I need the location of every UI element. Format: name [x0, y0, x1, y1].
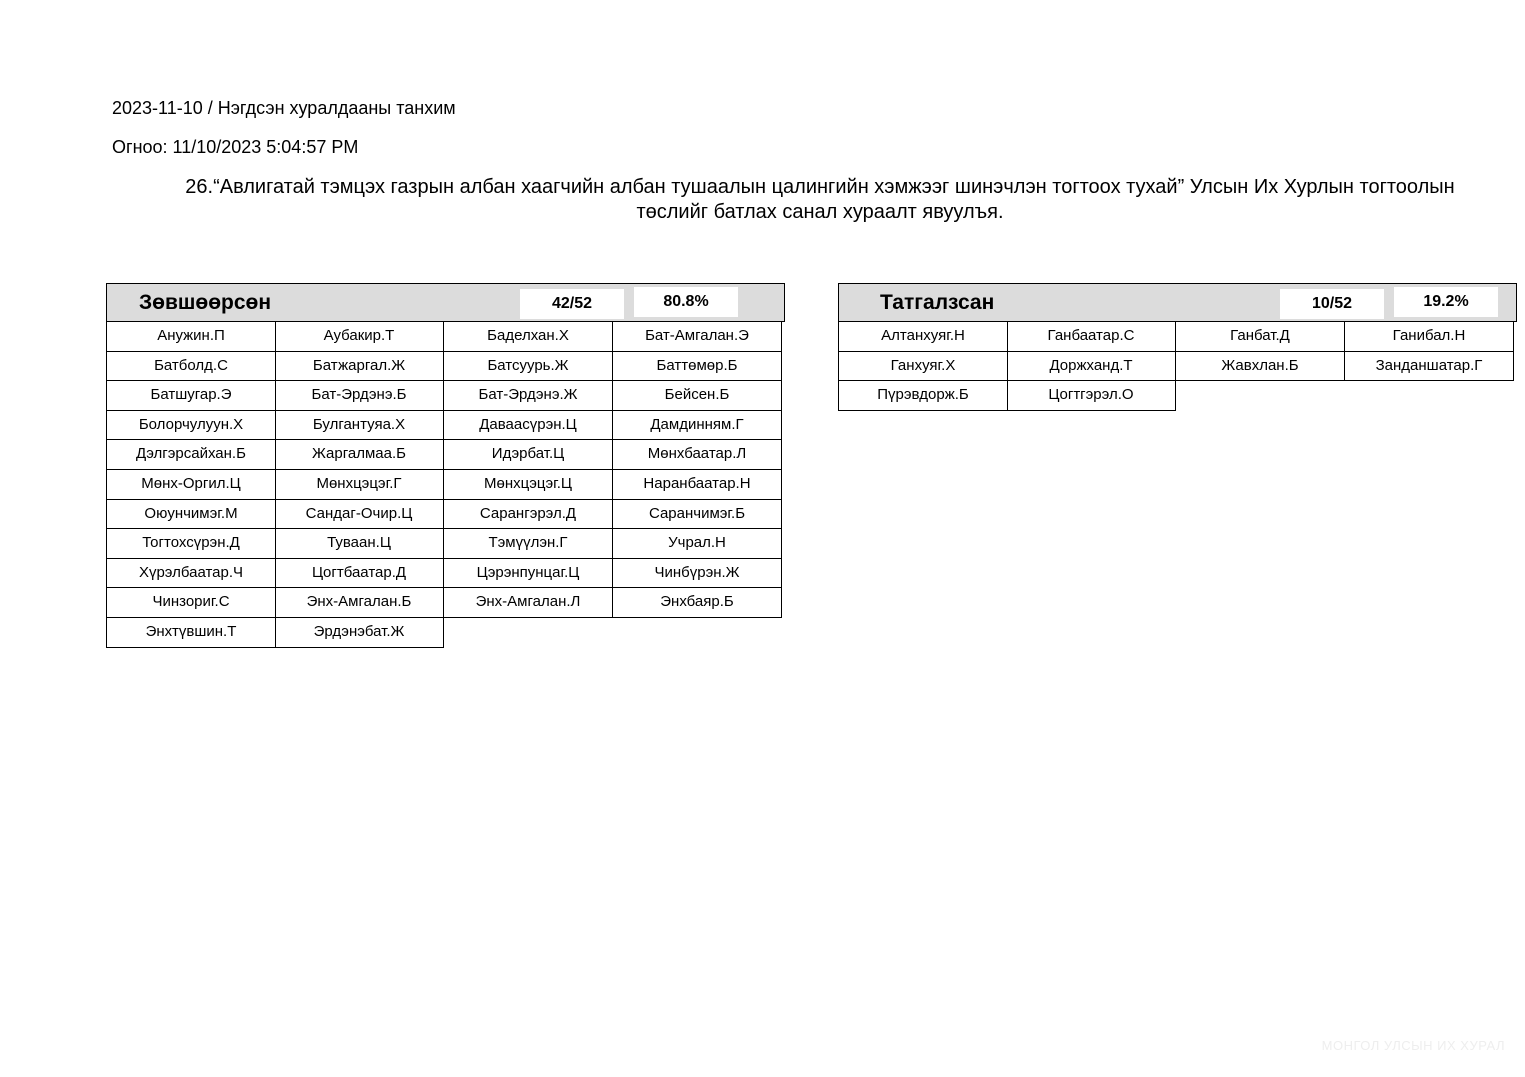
- member-name-cell: Аубакир.Т: [275, 322, 444, 352]
- member-name-cell: Баттөмөр.Б: [613, 352, 782, 382]
- member-name-cell: Энх-Амгалан.Б: [275, 588, 444, 618]
- member-name-cell: Цогтгэрэл.О: [1007, 381, 1176, 411]
- session-line: 2023-11-10 / Нэгдсэн хуралдааны танхим: [112, 98, 456, 118]
- member-name-cell: Даваасүрэн.Ц: [444, 411, 613, 441]
- member-name-cell: Батжаргал.Ж: [275, 352, 444, 382]
- member-name-cell: Энх-Амгалан.Л: [444, 588, 613, 618]
- yes-percent-box: 80.8%: [634, 287, 738, 317]
- yes-panel-header: [106, 283, 785, 322]
- member-name-cell: Бат-Эрдэнэ.Ж: [444, 381, 613, 411]
- member-name-cell: Мөнхбаатар.Л: [613, 440, 782, 470]
- member-name-cell: Дэлгэрсайхан.Б: [106, 440, 276, 470]
- member-name-cell: Идэрбат.Ц: [444, 440, 613, 470]
- date-line: Огноо: 11/10/2023 5:04:57 PM: [112, 137, 359, 157]
- member-name-cell: Наранбаатар.Н: [613, 470, 782, 500]
- member-name-cell: Бат-Эрдэнэ.Б: [275, 381, 444, 411]
- member-name-cell: Доржханд.Т: [1007, 352, 1176, 382]
- member-name-cell: Хүрэлбаатар.Ч: [106, 559, 276, 589]
- member-name-cell: Саранчимэг.Б: [613, 500, 782, 530]
- no-count-box: 10/52: [1280, 289, 1384, 319]
- no-percent-box: 19.2%: [1394, 287, 1498, 317]
- no-panel-header: [838, 283, 1517, 322]
- member-name-cell: Оюунчимэг.М: [106, 500, 276, 530]
- member-name-cell: Ганбаатар.С: [1007, 322, 1176, 352]
- yes-count-box: 42/52: [520, 289, 624, 319]
- member-name-cell: Сандаг-Очир.Ц: [275, 500, 444, 530]
- member-name-cell: Энхтүвшин.Т: [106, 618, 276, 648]
- member-name-cell: Алтанхуяг.Н: [838, 322, 1008, 352]
- member-name-cell: Батшугар.Э: [106, 381, 276, 411]
- member-name-cell: Мөнх-Оргил.Ц: [106, 470, 276, 500]
- member-name-cell: Тогтохсүрэн.Д: [106, 529, 276, 559]
- member-name-cell: Ганибал.Н: [1345, 322, 1514, 352]
- member-name-cell: Бейсен.Б: [613, 381, 782, 411]
- member-name-cell: Жаргалмаа.Б: [275, 440, 444, 470]
- member-name-cell: Ганбат.Д: [1176, 322, 1345, 352]
- member-name-cell: Анужин.П: [106, 322, 276, 352]
- member-name-cell: Цогтбаатар.Д: [275, 559, 444, 589]
- member-name-cell: Энхбаяр.Б: [613, 588, 782, 618]
- yes-panel-title: Зөвшөөрсөн: [139, 291, 272, 314]
- member-name-cell: Баделхан.Х: [444, 322, 613, 352]
- no-panel: [838, 283, 1517, 411]
- member-name-cell: Учрал.Н: [613, 529, 782, 559]
- member-name-cell: Чинзориг.С: [106, 588, 276, 618]
- member-name-cell: Тэмүүлэн.Г: [444, 529, 613, 559]
- vote-question: 26.“Авлигатай тэмцэх газрын албан хаагчийн албан тушаалын цалингийн хэмжээг шинэчлэн тогтоох тухай” Улсын Их Хурлын тогтоолын төслийг батлах санал хураалт явуулъя.: [185, 176, 1455, 223]
- member-name-cell: Бат-Амгалан.Э: [613, 322, 782, 352]
- member-name-cell: Занданшатар.Г: [1345, 352, 1514, 382]
- member-name-cell: Батболд.С: [106, 352, 276, 382]
- member-name-cell: Жавхлан.Б: [1176, 352, 1345, 382]
- footer-watermark: МОНГОЛ УЛСЫН ИХ ХУРАЛ: [1321, 1038, 1505, 1053]
- member-name-cell: Туваан.Ц: [275, 529, 444, 559]
- no-panel-title: Татгалзсан: [880, 291, 995, 314]
- member-name-cell: Батсуурь.Ж: [444, 352, 613, 382]
- member-name-cell: Мөнхцэцэг.Ц: [444, 470, 613, 500]
- member-name-cell: Пүрэвдорж.Б: [838, 381, 1008, 411]
- member-name-cell: Ганхуяг.Х: [838, 352, 1008, 382]
- member-name-cell: Мөнхцэцэг.Г: [275, 470, 444, 500]
- member-name-cell: Болорчулуун.Х: [106, 411, 276, 441]
- no-names-grid: [838, 322, 1517, 411]
- member-name-cell: Дамдинням.Г: [613, 411, 782, 441]
- yes-panel: [106, 283, 785, 648]
- member-name-cell: Цэрэнпунцаг.Ц: [444, 559, 613, 589]
- member-name-cell: Чинбүрэн.Ж: [613, 559, 782, 589]
- member-name-cell: Сарангэрэл.Д: [444, 500, 613, 530]
- yes-names-grid: [106, 322, 785, 648]
- member-name-cell: Эрдэнэбат.Ж: [275, 618, 444, 648]
- member-name-cell: Булгантуяа.Х: [275, 411, 444, 441]
